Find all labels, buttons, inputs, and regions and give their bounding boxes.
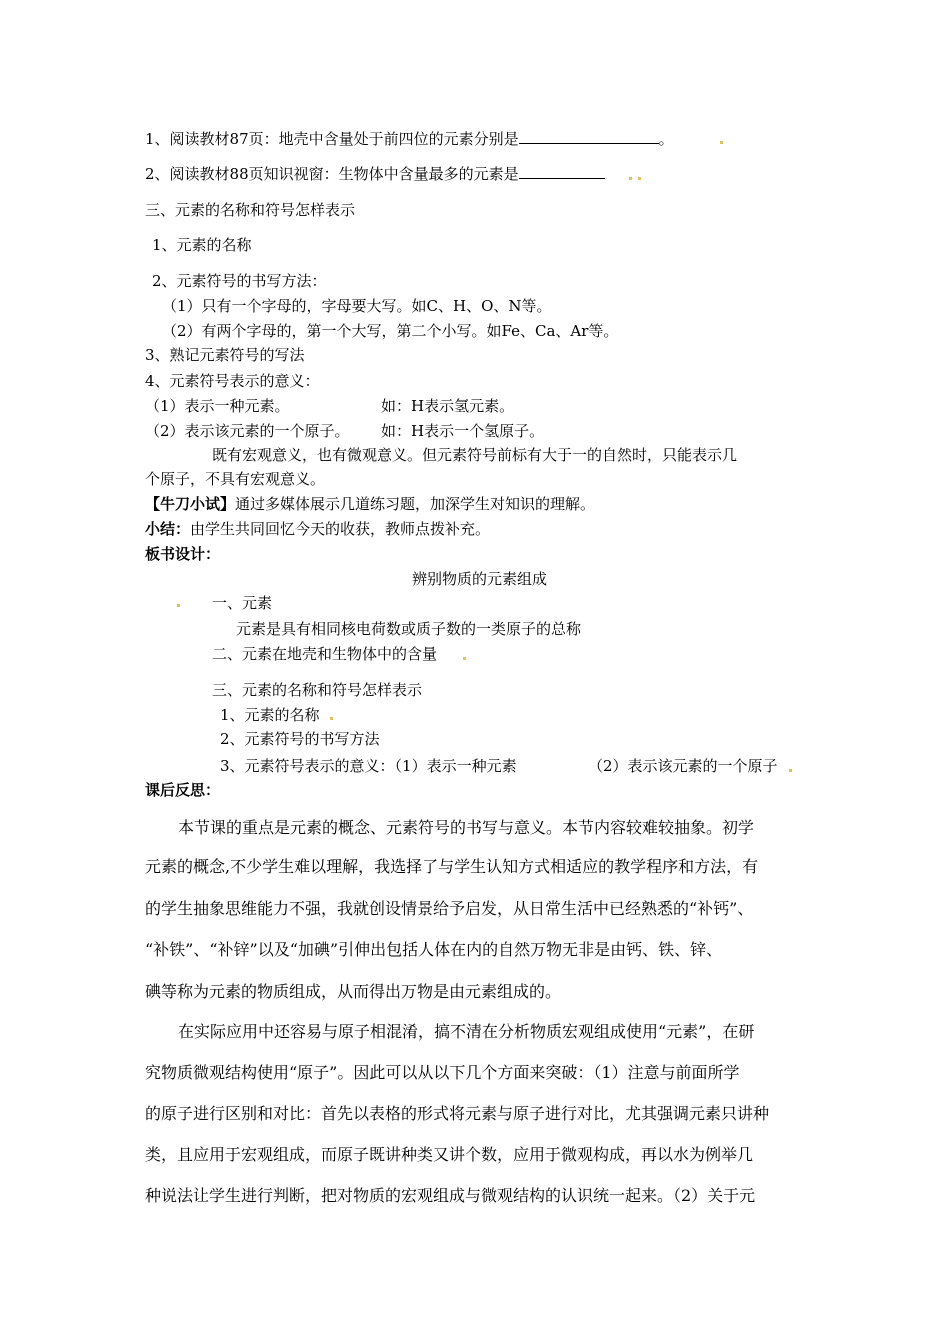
reflection-line: 在实际应用中还容易与原子相混淆，搞不清在分析物质宏观组成使用“元素”，在研	[178, 1022, 755, 1041]
board-item-3-3: 3、元素符号表示的意义：（1）表示一种元素	[220, 757, 517, 775]
board-section-3: 三、元素的名称和符号怎样表示	[212, 681, 423, 699]
section-3-heading: 三、元素的名称和符号怎样表示	[145, 201, 356, 219]
board-section-2: 二、元素在地壳和生物体中的含量	[212, 645, 438, 663]
scan-dot	[177, 604, 180, 607]
rule-two-letters: （2）有两个字母的，第一个大写，第二个小写。如Fe、Ca、Ar等。	[162, 322, 619, 340]
board-section-1: 一、元素	[212, 594, 273, 612]
meaning-2-example: 如：H表示一个氢原子。	[381, 422, 545, 440]
reflection-line: 究物质微观结构使用“原子”。因此可以从以下几个方面来突破：（1）注意与前面所学	[145, 1063, 740, 1082]
board-title: 辨别物质的元素组成	[412, 570, 548, 588]
board-element-definition: 元素是具有相同核电荷数或质子数的一类原子的总称	[236, 620, 582, 638]
board-item-3-1: 1、元素的名称	[220, 706, 320, 724]
scan-dot	[629, 177, 632, 180]
summary-line	[145, 520, 490, 538]
rule-single-letter: （1）只有一个字母的，字母要大写。如C、H、O、N等。	[162, 297, 552, 315]
reflection-line: 本节课的重点是元素的概念、元素符号的书写与意义。本节内容较难较抽象。初学	[178, 818, 755, 837]
question-1-end: 。	[658, 130, 674, 148]
scan-dot	[330, 717, 333, 720]
practice-line	[145, 495, 595, 513]
meaning-2: （2）表示该元素的一个原子。	[145, 422, 350, 440]
board-item-3-2: 2、元素符号的书写方法	[220, 730, 380, 748]
reflection-line: 种说法让学生进行判断，把对物质的宏观组成与微观结构的认识统一起来。（2）关于元	[145, 1186, 756, 1205]
reflection-line: “补铁”、“补锌”以及“加碘”引伸出包括人体在内的自然万物无非是由钙、铁、锌、	[145, 940, 723, 959]
meaning-1-example: 如：H表示氢元素。	[381, 397, 515, 415]
scan-dot	[789, 769, 792, 772]
item-memorize-symbols: 3、熟记元素符号的写法	[145, 346, 305, 364]
reflection-line: 的原子进行区别和对比：首先以表格的形式将元素与原子进行对比，尤其强调元素只讲种	[145, 1104, 770, 1123]
reflection-line: 元素的概念,不少学生难以理解，我选择了与学生认知方式相适应的教学程序和方法，有	[145, 857, 759, 876]
practice-text: 通过多媒体展示几道练习题，加深学生对知识的理解。	[235, 495, 596, 513]
meaning-1: （1）表示一种元素。	[145, 397, 290, 415]
reflection-heading: 课后反思：	[145, 781, 221, 799]
question-1-text: 1、阅读教材87页：地壳中含量处于前四位的元素分别是	[145, 130, 519, 148]
answer-blank-1	[519, 129, 659, 144]
question-1	[145, 129, 674, 148]
meaning-note-line-2: 个原子，不具有宏观意义。	[145, 470, 326, 488]
summary-text: 由学生共同回忆今天的收获，教师点拨补充。	[190, 520, 491, 538]
scan-dot	[463, 657, 466, 660]
item-symbol-writing: 2、元素符号的书写方法：	[152, 272, 327, 290]
item-symbol-meaning: 4、元素符号表示的意义：	[145, 372, 320, 390]
board-item-3-3-second: （2）表示该元素的一个原子	[588, 757, 778, 775]
practice-label: 【牛刀小试】	[145, 495, 236, 513]
question-2	[145, 164, 605, 183]
board-design-heading: 板书设计：	[145, 545, 221, 563]
reflection-line: 的学生抽象思维能力不强，我就创设情景给予启发，从日常生活中已经熟悉的“补钙”、	[145, 899, 754, 918]
scan-dot	[720, 141, 723, 144]
answer-blank-2	[519, 164, 605, 179]
meaning-note-line-1: 既有宏观意义，也有微观意义。但元素符号前标有大于一的自然时，只能表示几	[212, 446, 738, 464]
reflection-line: 碘等称为元素的物质组成，从而得出万物是由元素组成的。	[145, 982, 562, 1001]
reflection-line: 类，且应用于宏观组成，而原子既讲种类又讲个数，应用于微观构成，再以水为例举几	[145, 1145, 754, 1164]
scan-dot	[638, 177, 641, 180]
question-2-text: 2、阅读教材88页知识视窗：生物体中含量最多的元素是	[145, 165, 519, 183]
item-element-name: 1、元素的名称	[152, 236, 252, 254]
summary-label: 小结：	[145, 520, 191, 538]
